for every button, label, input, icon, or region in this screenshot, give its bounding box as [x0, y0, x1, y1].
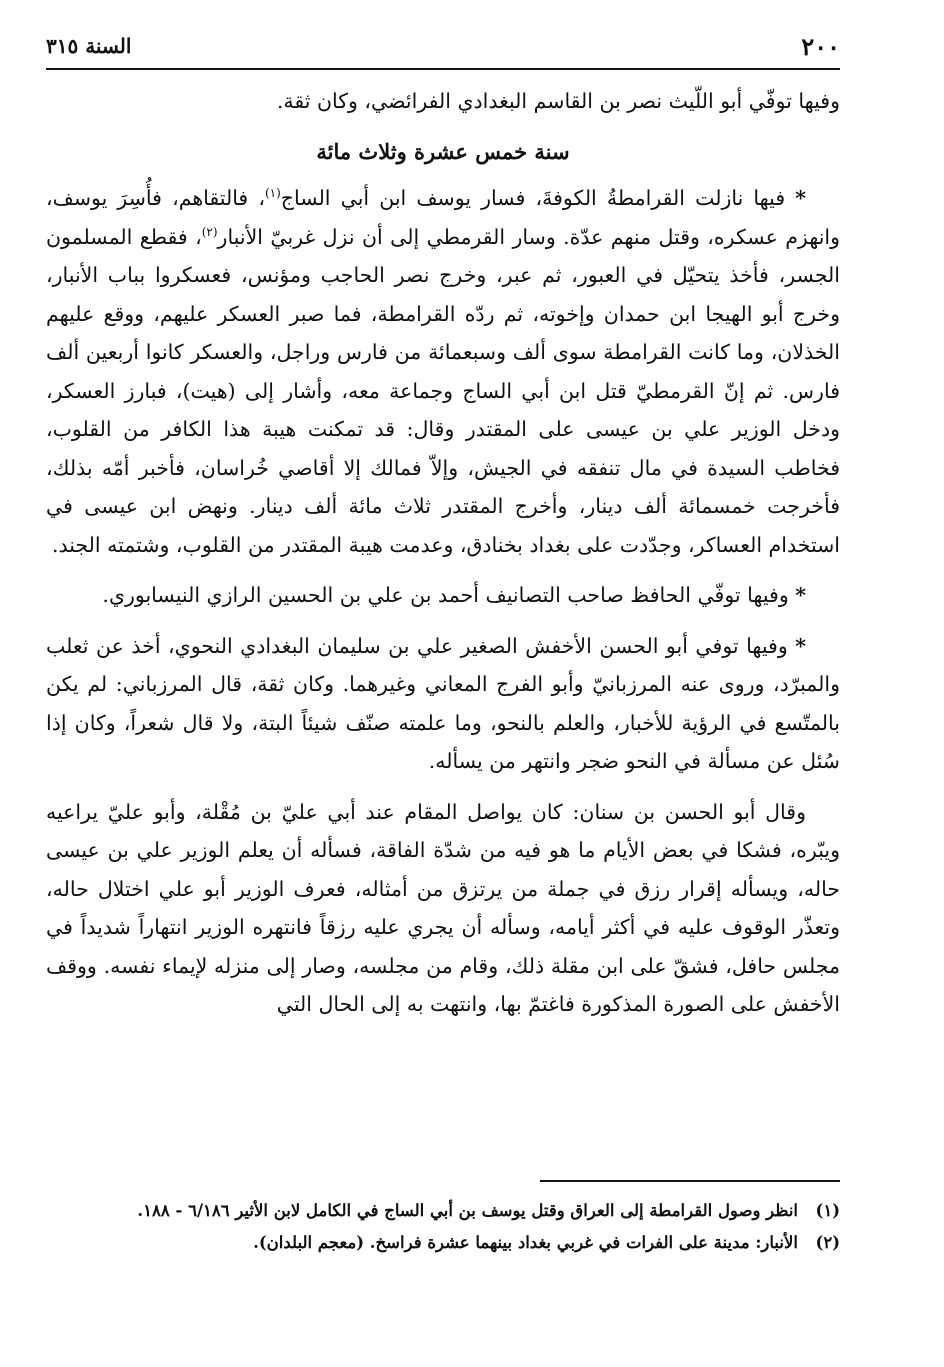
section-title: سنة خمس عشرة وثلاث مائة — [316, 138, 570, 164]
paragraph-akhfash — [46, 627, 840, 781]
bullet-star: * — [795, 186, 806, 210]
paragraph-text: وقال أبو الحسن بن سنان: كان يواصل المقام عند أبي عليّ بن مُقْلة، وأبو عليّ يراعيه ويبّره، فشكا في بعض الأيام ما هو فيه من شدّة الفاقة، فسأله أن يعلم الوزير علي بن عيسى حاله، ويسأله إقرار رزق في جملة من يرتزق من أمثاله، فعرف الوزير أبو علي اختلال حاله، وتعذّر الوقوف عليه في أكثر أيامه، وسأله أن يجري عليه رزقاً فانتهره الوزير انتهاراً شديداً في مجلس حافل، فشقّ على ابن مقلة ذلك، وقام من مجلسه، وصار إلى منزله لإيماء نفسه. ووقف الأخفش على الصورة المذكورة فاغتمّ بها، وانتهت به إلى الحال التي — [46, 799, 840, 1016]
bullet-star: * — [795, 583, 806, 607]
paragraph-qaramita — [46, 179, 840, 564]
footnote-item — [46, 1228, 840, 1258]
paragraph-text: ، فقطع المسلمون الجسر، فأخذ يتحيّل في العبور، ثم عبر، وخرج نصر الحاجب ومؤنس، فعسكروا بباب الأنبار، وخرج أبو الهيجا ابن حمدان وإخوته، ثم ردّه القرامطة، فما صبر العسكر عليهم، ووقع عليهم الخذلان، وما كانت القرامطة سوى ألف وسبعمائة من فارس وراجل، والعسكر كانوا أربعين ألف فارس. ثم إنّ القرمطيّ قتل ابن أبي الساج وجماعة معه، وأشار إلى (هيت)، فبارز العسكر، ودخل الوزير علي بن عيسى على المقتدر وقال: قد تمكنت هيبة هذا الكافر من القلوب، فخاطب السيدة في مال تنفقه في الجيش، وإلاّ فمالك إلا أقاصي خُراسان، فأخبر أمّه بذلك، فأخرجت خمسمائة ألف دينار، وأخرج المقتدر ثلاث مائة ألف دينار. ونهض ابن عيسى في استخدام العساكر، وجدّدت على بغداد بخنادق، وعدمت هيبة المقتدر من القلوب، وشتمته الجند. — [46, 224, 840, 557]
main-text — [46, 82, 840, 1036]
paragraph-text: وفيها توفي أبو الحسن الأخفش الصغير علي بن سليمان البغدادي النحوي، أخذ عن ثعلب والمبرّد، وروى عنه المرزبانيّ وأبو الفرج المعاني وغيرهما. وكان ثقة، قال المرزباني: لم يكن بالمتّسع في الرؤية للأخبار، والعلم بالنحو، وما علمته صنّف شيئاً البتة، ولا قال شعراً، وكان إذا سُئل عن مسألة في النحو ضجر وانتهر من يسأله. — [46, 633, 840, 773]
footnote-divider — [540, 1180, 840, 1182]
footnote-number: (٢) — [815, 1233, 840, 1252]
paragraph-razi — [46, 576, 840, 615]
paragraph-text: ، فالتقاهم، فأُسِرَ يوسف، وانهزم عسكره، وقتل منهم عدّة. وسار القرمطي إلى أن نزل غربيّ الأنبار — [46, 186, 840, 249]
running-header — [46, 28, 840, 70]
paragraph-ibn-sinan — [46, 793, 840, 1024]
year-heading: السنة ٣١٥ — [46, 34, 132, 58]
footnotes — [46, 1196, 840, 1260]
intro-paragraph: وفيها توفّي أبو اللّيث نصر بن القاسم البغدادي الفرائضي، وكان ثقة. — [276, 89, 840, 113]
footnote-text: انظر وصول القرامطة إلى العراق وقتل يوسف بن أبي الساج في الكامل لابن الأثير ٦/١٨٦ - ١٨٨. — [137, 1201, 798, 1220]
paragraph-text: فيها نازلت القرامطةُ الكوفةَ، فسار يوسف ابن أبي الساج — [280, 186, 786, 210]
bullet-star: * — [795, 633, 806, 658]
footnote-ref: (٢) — [201, 224, 218, 239]
footnote-text: الأنبار: مدينة على الفرات في غربي بغداد بينهما عشرة فراسخ. (معجم البلدان). — [253, 1233, 798, 1252]
page-number: ٢٠٠ — [801, 32, 840, 61]
footnote-item — [46, 1196, 840, 1226]
footnote-ref: (١) — [264, 186, 281, 201]
paragraph-text: وفيها توفّي الحافظ صاحب التصانيف أحمد بن علي بن الحسين الرازي النيسابوري. — [102, 583, 789, 607]
footnote-number: (١) — [815, 1201, 840, 1220]
